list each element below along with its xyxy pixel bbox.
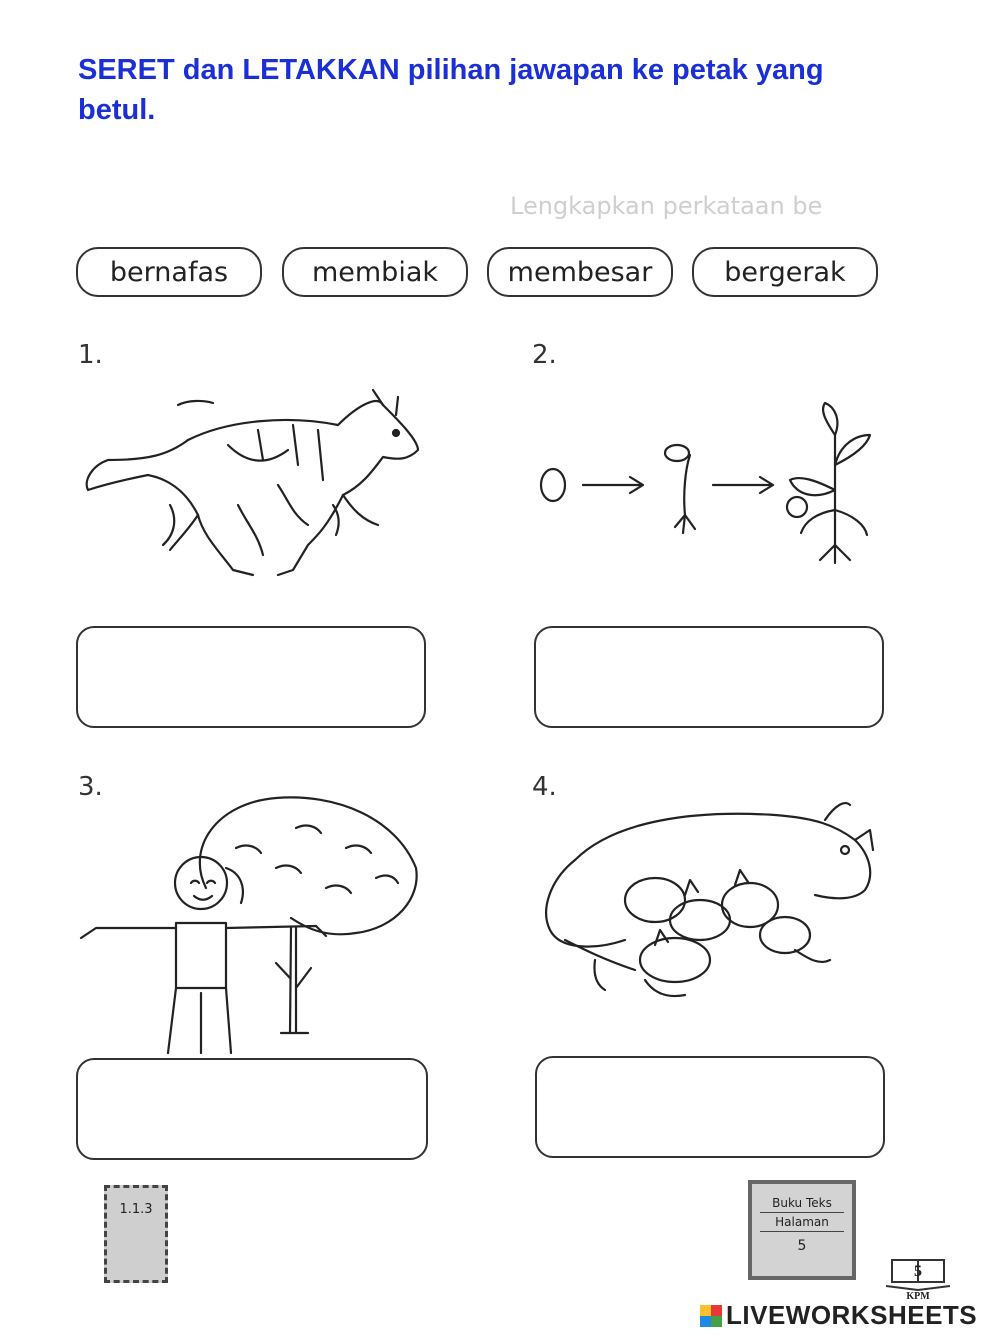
liveworksheets-brand [700,1300,977,1331]
answer-box-1[interactable] [76,626,426,728]
liveworksheets-logo-icon [700,1305,722,1327]
question-number-1: 1. [78,340,103,370]
brand-text: LIVEWORKSHEETS [726,1300,978,1330]
ghost-heading: Lengkapkan perkataan be [510,192,823,220]
kpm-label: KPM [906,1291,930,1300]
choice-bernafas[interactable]: bernafas [76,247,262,297]
lesson-code-box [104,1185,168,1283]
answer-box-2[interactable] [534,626,884,728]
answer-box-4[interactable] [535,1056,885,1158]
cat-nursing-kittens-icon [535,800,885,1010]
choice-membiak[interactable]: membiak [282,247,468,297]
kpm-book-logo-icon [882,1252,954,1300]
seed-growth-icon [535,395,880,565]
girl-breathing-icon [76,788,426,1058]
kpm-page-number: 5 [914,1263,922,1280]
book-label: Halaman [775,1215,829,1229]
instruction-text: SERET dan LETAKKAN pilihan jawapan ke petak yang betul. [78,54,824,126]
question-number-4: 4. [532,772,557,802]
choice-membesar[interactable]: membesar [487,247,673,297]
textbook-page-badge [748,1180,856,1280]
book-title: Buku Teks [772,1196,832,1210]
book-page-number: 5 [797,1238,807,1254]
choice-bergerak[interactable]: bergerak [692,247,878,297]
answer-box-3[interactable] [76,1058,428,1160]
running-wolf-icon [78,385,428,585]
question-number-2: 2. [532,340,557,370]
lesson-code: 1.1.3 [119,1202,153,1217]
question-number-3: 3. [78,772,103,802]
